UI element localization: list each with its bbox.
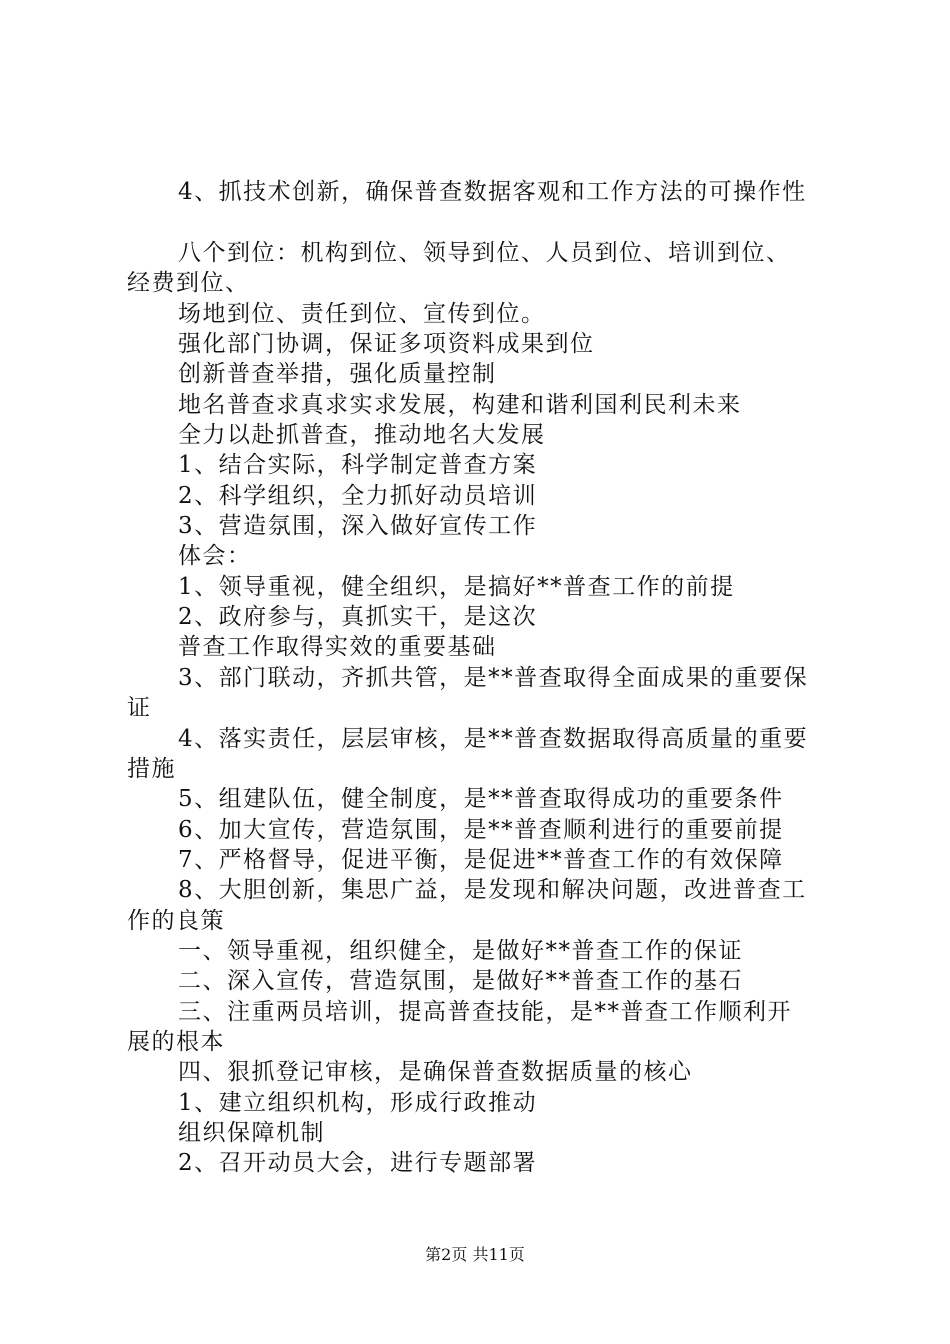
text-line: 1、结合实际，科学制定普查方案 xyxy=(178,452,538,478)
text-line: 证 xyxy=(127,695,152,721)
text-line: 8、大胆创新，集思广益，是发现和解决问题，改进普查工 xyxy=(178,877,807,903)
text-line: 2、政府参与，真抓实干，是这次 xyxy=(178,604,538,630)
text-line: 创新普查举措，强化质量控制 xyxy=(178,361,497,387)
text-line: 展的根本 xyxy=(127,1029,225,1055)
text-line: 地名普查求真求实求发展，构建和谐利国利民利未来 xyxy=(178,392,742,418)
text-line: 全力以赴抓普查，推动地名大发展 xyxy=(178,422,546,448)
text-line: 作的良策 xyxy=(127,908,225,934)
text-line: 强化部门协调，保证多项资料成果到位 xyxy=(178,331,595,357)
text-line: 5、组建队伍，健全制度，是**普查取得成功的重要条件 xyxy=(178,786,784,812)
text-line: 场地到位、责任到位、宣传到位。 xyxy=(178,301,546,327)
text-line: 3、部门联动，齐抓共管，是**普查取得全面成果的重要保 xyxy=(178,665,809,691)
text-line: 4、抓技术创新，确保普查数据客观和工作方法的可操作性 xyxy=(178,179,807,205)
text-line: 二、深入宣传，营造氛围，是做好**普查工作的基石 xyxy=(178,968,743,994)
text-line: 7、严格督导，促进平衡，是促进**普查工作的有效保障 xyxy=(178,847,784,873)
text-line: 普查工作取得实效的重要基础 xyxy=(178,634,497,660)
text-line: 3、营造氛围，深入做好宣传工作 xyxy=(178,513,538,539)
text-line: 一、领导重视，组织健全，是做好**普查工作的保证 xyxy=(178,938,743,964)
text-line: 2、召开动员大会，进行专题部署 xyxy=(178,1150,538,1176)
text-line: 1、领导重视，健全组织，是搞好**普查工作的前提 xyxy=(178,574,735,600)
page-number-footer: 第2页 共11页 xyxy=(425,1245,525,1264)
text-line: 组织保障机制 xyxy=(178,1120,325,1146)
text-line: 经费到位、 xyxy=(127,270,250,296)
text-line: 八个到位：机构到位、领导到位、人员到位、培训到位、 xyxy=(178,240,791,266)
text-line: 措施 xyxy=(127,756,176,782)
text-line: 4、落实责任，层层审核，是**普查数据取得高质量的重要 xyxy=(178,726,809,752)
text-line: 6、加大宣传，营造氛围，是**普查顺利进行的重要前提 xyxy=(178,817,784,843)
text-line: 四、狠抓登记审核，是确保普查数据质量的核心 xyxy=(178,1059,693,1085)
text-line: 体会： xyxy=(178,543,252,569)
text-line: 三、注重两员培训，提高普查技能，是**普查工作顺利开 xyxy=(178,999,792,1025)
text-line: 2、科学组织，全力抓好动员培训 xyxy=(178,483,538,509)
text-line: 1、建立组织机构，形成行政推动 xyxy=(178,1090,538,1116)
